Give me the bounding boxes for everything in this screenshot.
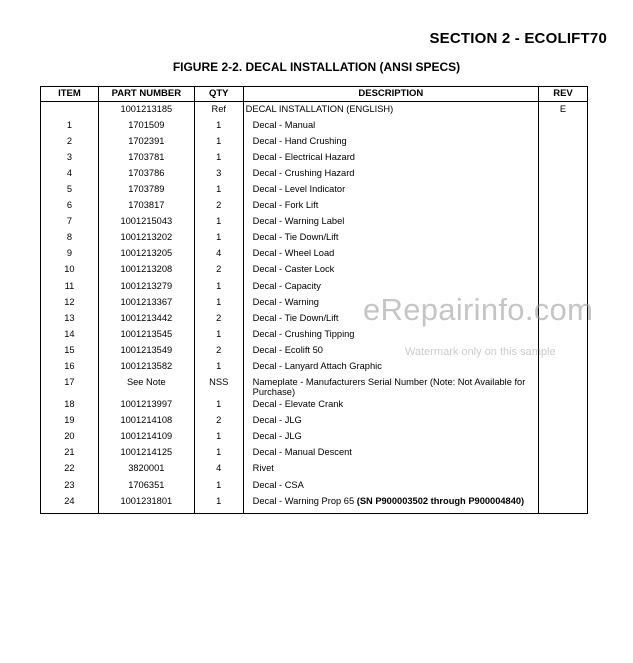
qty-cell: 1 (194, 150, 243, 166)
rev-cell (539, 376, 588, 398)
qty-cell: 2 (194, 311, 243, 327)
column-header-part-number: PART NUMBER (98, 87, 194, 102)
part-number-cell: 1001213185 (98, 102, 194, 119)
description-cell (243, 462, 538, 478)
rev-cell (539, 199, 588, 215)
description-cell (243, 215, 538, 231)
part-number-cell: 1701509 (98, 118, 194, 134)
description-cell (243, 150, 538, 166)
part-number-cell: 1702391 (98, 134, 194, 150)
part-number-cell: 1703817 (98, 199, 194, 215)
item-cell: 23 (41, 478, 99, 494)
table-row (41, 376, 588, 398)
description-cell (243, 102, 538, 119)
table-row (41, 150, 588, 166)
item-cell: 17 (41, 376, 99, 398)
description-text: Decal - Crushing Hazard (252, 167, 355, 178)
description-text: Decal - Warning Prop 65 (252, 495, 355, 506)
description-cell (243, 231, 538, 247)
description-cell (243, 430, 538, 446)
qty-cell: 1 (194, 134, 243, 150)
item-cell: 2 (41, 134, 99, 150)
rev-cell (539, 398, 588, 414)
description-cell (243, 398, 538, 414)
item-cell: 8 (41, 231, 99, 247)
item-cell: 7 (41, 215, 99, 231)
rev-cell (539, 414, 588, 430)
item-cell: 11 (41, 279, 99, 295)
rev-cell: E (539, 102, 588, 119)
table-row (41, 360, 588, 376)
part-number-cell: 1001213202 (98, 231, 194, 247)
qty-cell: 3 (194, 166, 243, 182)
part-number-cell: 1001214108 (98, 414, 194, 430)
description-cell (243, 446, 538, 462)
description-text: Decal - Capacity (252, 280, 321, 291)
item-cell: 18 (41, 398, 99, 414)
part-number-cell: 1706351 (98, 478, 194, 494)
part-number-cell: 1001213549 (98, 343, 194, 359)
part-number-cell: 1001213442 (98, 311, 194, 327)
item-cell: 12 (41, 295, 99, 311)
description-cell (243, 478, 538, 494)
description-text: Decal - Ecolift 50 (252, 344, 323, 355)
description-text: Decal - Fork Lift (252, 200, 319, 211)
table-header-row (41, 87, 588, 102)
description-text: DECAL INSTALLATION (ENGLISH) (245, 103, 394, 114)
table-row (41, 182, 588, 198)
column-header-description: DESCRIPTION (243, 87, 538, 102)
description-text: Decal - Hand Crushing (252, 135, 347, 146)
part-number-cell: 1001231801 (98, 494, 194, 514)
qty-cell: 1 (194, 360, 243, 376)
qty-cell: 1 (194, 215, 243, 231)
qty-cell: 1 (194, 118, 243, 134)
item-cell: 22 (41, 462, 99, 478)
qty-cell: 1 (194, 279, 243, 295)
item-cell: 3 (41, 150, 99, 166)
item-cell: 6 (41, 199, 99, 215)
item-cell: 16 (41, 360, 99, 376)
item-cell: 13 (41, 311, 99, 327)
qty-cell: 1 (194, 182, 243, 198)
description-cell (243, 414, 538, 430)
part-number-cell: 1001214109 (98, 430, 194, 446)
qty-cell: Ref (194, 102, 243, 119)
watermark-text: eRepairinfo.com (363, 292, 594, 327)
qty-cell: 1 (194, 430, 243, 446)
description-text: Decal - JLG (252, 415, 302, 426)
description-text: Decal - Elevate Crank (252, 399, 344, 410)
description-text: Decal - Caster Lock (252, 264, 335, 275)
table-row (41, 478, 588, 494)
qty-cell: 1 (194, 494, 243, 514)
part-number-cell: 1001213367 (98, 295, 194, 311)
item-cell: 15 (41, 343, 99, 359)
qty-cell: 1 (194, 231, 243, 247)
description-text: Nameplate - Manufacturers Serial Number (Note: Not Available for Purchase) (252, 377, 526, 398)
table-row (41, 231, 588, 247)
qty-cell: 1 (194, 327, 243, 343)
table-row (41, 166, 588, 182)
item-cell: 4 (41, 166, 99, 182)
item-cell: 9 (41, 247, 99, 263)
description-text: Decal - CSA (252, 479, 304, 490)
part-number-cell: 1001213582 (98, 360, 194, 376)
description-text: Decal - Wheel Load (252, 248, 335, 259)
table-row (41, 134, 588, 150)
qty-cell: 1 (194, 398, 243, 414)
table-row (41, 446, 588, 462)
part-number-cell: 1703789 (98, 182, 194, 198)
description-cell (243, 263, 538, 279)
column-header-rev: REV (539, 87, 588, 102)
table-row (41, 247, 588, 263)
part-number-cell: 1703786 (98, 166, 194, 182)
table-row (41, 327, 588, 343)
description-text: Rivet (252, 463, 274, 474)
part-number-cell: 1001213279 (98, 279, 194, 295)
table-row (41, 199, 588, 215)
qty-cell: 2 (194, 263, 243, 279)
rev-cell (539, 494, 588, 514)
qty-cell: 2 (194, 343, 243, 359)
description-text: Decal - Tie Down/Lift (252, 312, 339, 323)
description-text: Decal - Tie Down/Lift (252, 232, 339, 243)
rev-cell (539, 462, 588, 478)
description-text: Decal - Warning Label (252, 216, 345, 227)
item-cell: 20 (41, 430, 99, 446)
part-number-cell: 1001213545 (98, 327, 194, 343)
rev-cell (539, 182, 588, 198)
rev-cell (539, 247, 588, 263)
part-number-cell: 3820001 (98, 462, 194, 478)
description-cell (243, 327, 538, 343)
part-number-cell: 1001213205 (98, 247, 194, 263)
description-text: Decal - Manual Descent (252, 447, 352, 458)
table-row (41, 398, 588, 414)
part-number-cell: 1703781 (98, 150, 194, 166)
rev-cell (539, 430, 588, 446)
qty-cell: 2 (194, 199, 243, 215)
table-row (41, 494, 588, 514)
column-header-item: ITEM (41, 87, 99, 102)
description-text: Decal - Electrical Hazard (252, 151, 355, 162)
table-row (41, 462, 588, 478)
rev-cell (539, 215, 588, 231)
rev-cell (539, 150, 588, 166)
section-title: SECTION 2 - ECOLIFT70 (429, 30, 607, 47)
rev-cell (539, 134, 588, 150)
description-text: Decal - Crushing Tipping (252, 328, 355, 339)
description-cell (243, 494, 538, 514)
qty-cell: 1 (194, 446, 243, 462)
rev-cell (539, 118, 588, 134)
description-text: Decal - Level Indicator (252, 183, 346, 194)
rev-cell (539, 360, 588, 376)
qty-cell: 1 (194, 478, 243, 494)
part-number-cell: 1001215043 (98, 215, 194, 231)
description-cell (243, 118, 538, 134)
qty-cell: NSS (194, 376, 243, 398)
rev-cell (539, 263, 588, 279)
item-cell: 5 (41, 182, 99, 198)
part-number-cell: 1001214125 (98, 446, 194, 462)
column-header-qty: QTY (194, 87, 243, 102)
part-number-cell: See Note (98, 376, 194, 398)
figure-title: FIGURE 2-2. DECAL INSTALLATION (ANSI SPECS) (172, 60, 461, 74)
part-number-cell: 1001213997 (98, 398, 194, 414)
description-cell (243, 376, 538, 398)
rev-cell (539, 478, 588, 494)
item-cell: 19 (41, 414, 99, 430)
description-cell (243, 247, 538, 263)
item-cell: 14 (41, 327, 99, 343)
rev-cell (539, 327, 588, 343)
part-number-cell: 1001213208 (98, 263, 194, 279)
description-cell (243, 182, 538, 198)
table-row (41, 263, 588, 279)
qty-cell: 2 (194, 414, 243, 430)
rev-cell (539, 166, 588, 182)
item-cell: 1 (41, 118, 99, 134)
description-cell (243, 199, 538, 215)
qty-cell: 4 (194, 462, 243, 478)
rev-cell (539, 446, 588, 462)
item-cell: 10 (41, 263, 99, 279)
item-cell (41, 102, 99, 119)
table-row (41, 102, 588, 119)
qty-cell: 4 (194, 247, 243, 263)
description-text: Decal - JLG (252, 431, 302, 442)
description-cell (243, 360, 538, 376)
description-cell (243, 166, 538, 182)
table-row (41, 118, 588, 134)
description-text: Decal - Warning (252, 296, 319, 307)
description-text: Decal - Manual (252, 119, 316, 130)
description-cell (243, 134, 538, 150)
watermark-subtext: Watermark only on this sample (405, 346, 556, 358)
qty-cell: 1 (194, 295, 243, 311)
table-row (41, 414, 588, 430)
table-row (41, 430, 588, 446)
item-cell: 21 (41, 446, 99, 462)
rev-cell (539, 231, 588, 247)
table-row (41, 215, 588, 231)
description-text: Decal - Lanyard Attach Graphic (252, 361, 382, 371)
serial-range-note: (SN P900003502 through P900004840) (356, 495, 525, 506)
item-cell: 24 (41, 494, 99, 514)
